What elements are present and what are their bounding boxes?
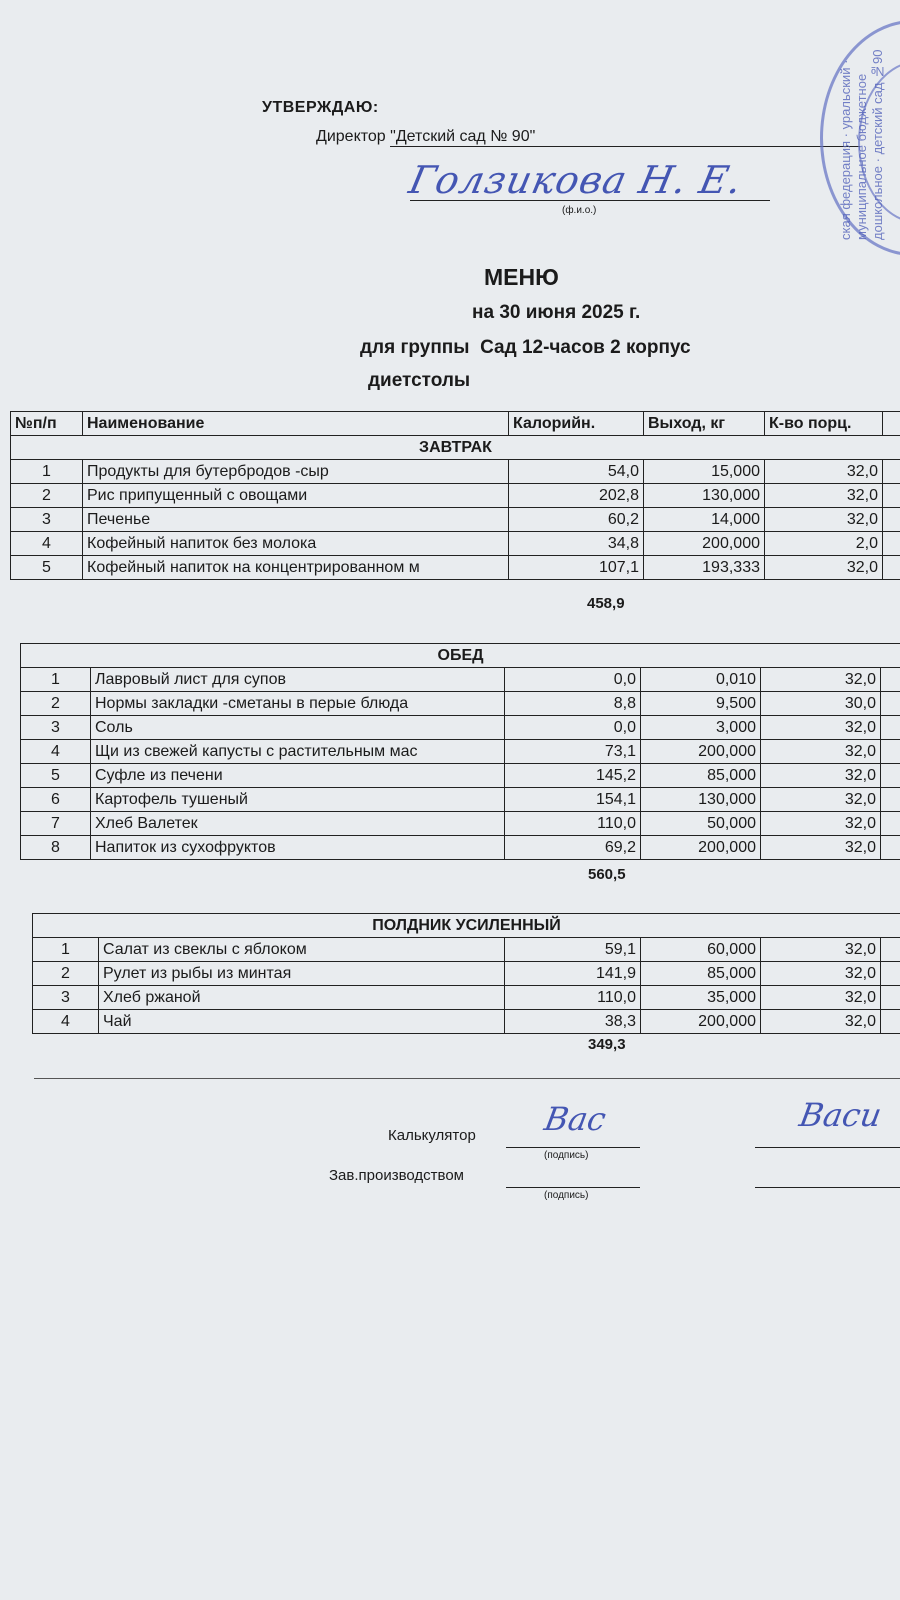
calculator-signature: Вас	[541, 1100, 609, 1138]
row-num: 1	[33, 938, 99, 962]
production-sign-line-2	[755, 1187, 900, 1188]
row-extra	[881, 764, 900, 788]
row-extra	[883, 532, 900, 556]
row-name: Соль	[91, 716, 505, 740]
row-yield: 193,333	[644, 556, 765, 580]
row-name: Кофейный напиток на концентрированном м	[83, 556, 509, 580]
lunch-total: 560,5	[588, 866, 626, 883]
row-portions: 30,0	[761, 692, 881, 716]
row-portions: 32,0	[761, 812, 881, 836]
calculator-sign-line-2	[755, 1147, 900, 1148]
row-num: 5	[21, 764, 91, 788]
row-extra	[881, 740, 900, 764]
section-row	[21, 644, 900, 668]
table-row	[11, 508, 900, 532]
row-num: 7	[21, 812, 91, 836]
calculator-label: Калькулятор	[388, 1127, 476, 1144]
col-name-header: Наименование	[83, 412, 509, 436]
row-num: 5	[11, 556, 83, 580]
snack-table	[32, 913, 900, 1034]
row-yield: 9,500	[641, 692, 761, 716]
section-row	[33, 914, 900, 938]
col-portions-header: К-во порц.	[765, 412, 883, 436]
row-extra	[881, 962, 900, 986]
row-portions: 32,0	[761, 986, 881, 1010]
row-portions: 32,0	[761, 764, 881, 788]
row-portions: 32,0	[765, 508, 883, 532]
director-signature-line	[410, 200, 770, 201]
row-num: 4	[11, 532, 83, 556]
row-name: Картофель тушеный	[91, 788, 505, 812]
row-extra	[881, 812, 900, 836]
calculator-sign-caption: (подпись)	[544, 1150, 589, 1161]
row-calories: 69,2	[505, 836, 641, 860]
table-header-row	[11, 412, 900, 436]
group-name: Сад 12-часов 2 корпус	[480, 337, 691, 358]
row-num: 3	[11, 508, 83, 532]
row-yield: 130,000	[644, 484, 765, 508]
table-row	[21, 692, 900, 716]
row-extra	[883, 556, 900, 580]
row-calories: 154,1	[505, 788, 641, 812]
row-calories: 0,0	[505, 716, 641, 740]
row-portions: 32,0	[761, 1010, 881, 1034]
table-row	[33, 962, 900, 986]
row-extra	[881, 938, 900, 962]
row-portions: 32,0	[765, 556, 883, 580]
document-title: МЕНЮ	[484, 264, 559, 290]
table-row	[11, 460, 900, 484]
row-yield: 85,000	[641, 764, 761, 788]
fio-caption: (ф.и.о.)	[562, 205, 597, 216]
row-yield: 14,000	[644, 508, 765, 532]
table-row	[33, 938, 900, 962]
row-yield: 85,000	[641, 962, 761, 986]
row-calories: 59,1	[505, 938, 641, 962]
row-num: 8	[21, 836, 91, 860]
director-line	[316, 128, 860, 147]
row-yield: 35,000	[641, 986, 761, 1010]
row-extra	[881, 668, 900, 692]
row-name: Хлеб ржаной	[99, 986, 505, 1010]
row-extra	[883, 508, 900, 532]
row-portions: 32,0	[761, 740, 881, 764]
org-name: "Детский сад № 90"	[390, 128, 860, 147]
stamp-text: ская федерация · уральский · муниципальное бюджетное дошкольное · детский сад №90	[838, 49, 885, 240]
section-row	[11, 436, 900, 460]
row-calories: 110,0	[505, 986, 641, 1010]
director-label: Директор	[316, 128, 386, 145]
row-num: 4	[33, 1010, 99, 1034]
section-title: ОБЕД	[21, 644, 900, 668]
row-name: Щи из свежей капусты с растительным мас	[91, 740, 505, 764]
row-calories: 73,1	[505, 740, 641, 764]
row-calories: 107,1	[509, 556, 644, 580]
table-row	[21, 764, 900, 788]
document-date: на 30 июня 2025 г.	[472, 302, 641, 323]
row-extra	[881, 1010, 900, 1034]
row-calories: 38,3	[505, 1010, 641, 1034]
table-row	[11, 556, 900, 580]
row-calories: 202,8	[509, 484, 644, 508]
table-row	[21, 836, 900, 860]
calculator-signature-2: Васи	[796, 1096, 885, 1134]
row-portions: 32,0	[761, 962, 881, 986]
table-row	[21, 788, 900, 812]
table-row	[21, 740, 900, 764]
col-num-header: №п/п	[11, 412, 83, 436]
row-extra	[881, 986, 900, 1010]
row-yield: 200,000	[641, 836, 761, 860]
row-calories: 110,0	[505, 812, 641, 836]
production-sign-line	[506, 1187, 640, 1188]
row-yield: 200,000	[641, 1010, 761, 1034]
row-portions: 32,0	[765, 484, 883, 508]
row-extra	[883, 460, 900, 484]
row-name: Рис припущенный с овощами	[83, 484, 509, 508]
row-yield: 200,000	[644, 532, 765, 556]
breakfast-table	[10, 411, 900, 580]
row-name: Рулет из рыбы из минтая	[99, 962, 505, 986]
breakfast-total: 458,9	[587, 595, 625, 612]
row-yield: 200,000	[641, 740, 761, 764]
row-calories: 54,0	[509, 460, 644, 484]
row-calories: 0,0	[505, 668, 641, 692]
diet-label: диетстолы	[368, 370, 471, 391]
row-name: Суфле из печени	[91, 764, 505, 788]
row-calories: 60,2	[509, 508, 644, 532]
section-title: ПОЛДНИК УСИЛЕННЫЙ	[33, 914, 900, 938]
row-name: Салат из свеклы с яблоком	[99, 938, 505, 962]
section-title: ЗАВТРАК	[11, 436, 900, 460]
row-yield: 0,010	[641, 668, 761, 692]
row-yield: 50,000	[641, 812, 761, 836]
row-calories: 8,8	[505, 692, 641, 716]
row-num: 2	[33, 962, 99, 986]
row-num: 3	[21, 716, 91, 740]
calculator-sign-line	[506, 1147, 640, 1148]
row-portions: 32,0	[765, 460, 883, 484]
table-row	[21, 668, 900, 692]
table-row	[33, 1010, 900, 1034]
row-name: Печенье	[83, 508, 509, 532]
row-extra	[881, 692, 900, 716]
col-yield-header: Выход, кг	[644, 412, 765, 436]
row-num: 3	[33, 986, 99, 1010]
row-extra	[883, 484, 900, 508]
row-portions: 32,0	[761, 716, 881, 740]
col-calories-header: Калорийн.	[509, 412, 644, 436]
row-extra	[881, 788, 900, 812]
table-row	[33, 986, 900, 1010]
table-row	[11, 532, 900, 556]
row-num: 4	[21, 740, 91, 764]
row-name: Хлеб Валетек	[91, 812, 505, 836]
table-row	[21, 716, 900, 740]
row-num: 1	[21, 668, 91, 692]
row-portions: 2,0	[765, 532, 883, 556]
row-portions: 32,0	[761, 668, 881, 692]
divider	[34, 1078, 900, 1079]
row-yield: 3,000	[641, 716, 761, 740]
lunch-table	[20, 643, 900, 860]
row-name: Напиток из сухофруктов	[91, 836, 505, 860]
row-num: 6	[21, 788, 91, 812]
row-calories: 145,2	[505, 764, 641, 788]
row-portions: 32,0	[761, 788, 881, 812]
row-name: Продукты для бутербродов -сыр	[83, 460, 509, 484]
table-row	[11, 484, 900, 508]
row-name: Чай	[99, 1010, 505, 1034]
row-yield: 60,000	[641, 938, 761, 962]
approve-title: УТВЕРЖДАЮ:	[262, 99, 379, 116]
row-num: 1	[11, 460, 83, 484]
row-num: 2	[21, 692, 91, 716]
row-portions: 32,0	[761, 938, 881, 962]
row-extra	[881, 836, 900, 860]
row-name: Кофейный напиток без молока	[83, 532, 509, 556]
row-name: Лавровый лист для супов	[91, 668, 505, 692]
group-label: для группы	[360, 337, 470, 358]
production-sign-caption: (подпись)	[544, 1190, 589, 1201]
row-calories: 141,9	[505, 962, 641, 986]
director-signature: Голзикова Н. Е.	[405, 158, 747, 202]
group-line	[360, 337, 691, 359]
row-calories: 34,8	[509, 532, 644, 556]
row-portions: 32,0	[761, 836, 881, 860]
table-row	[21, 812, 900, 836]
production-label: Зав.производством	[329, 1167, 464, 1184]
row-num: 2	[11, 484, 83, 508]
row-yield: 130,000	[641, 788, 761, 812]
snack-total: 349,3	[588, 1036, 626, 1053]
row-extra	[881, 716, 900, 740]
col-extra-header	[883, 412, 900, 436]
row-name: Нормы закладки -сметаны в перые блюда	[91, 692, 505, 716]
row-yield: 15,000	[644, 460, 765, 484]
